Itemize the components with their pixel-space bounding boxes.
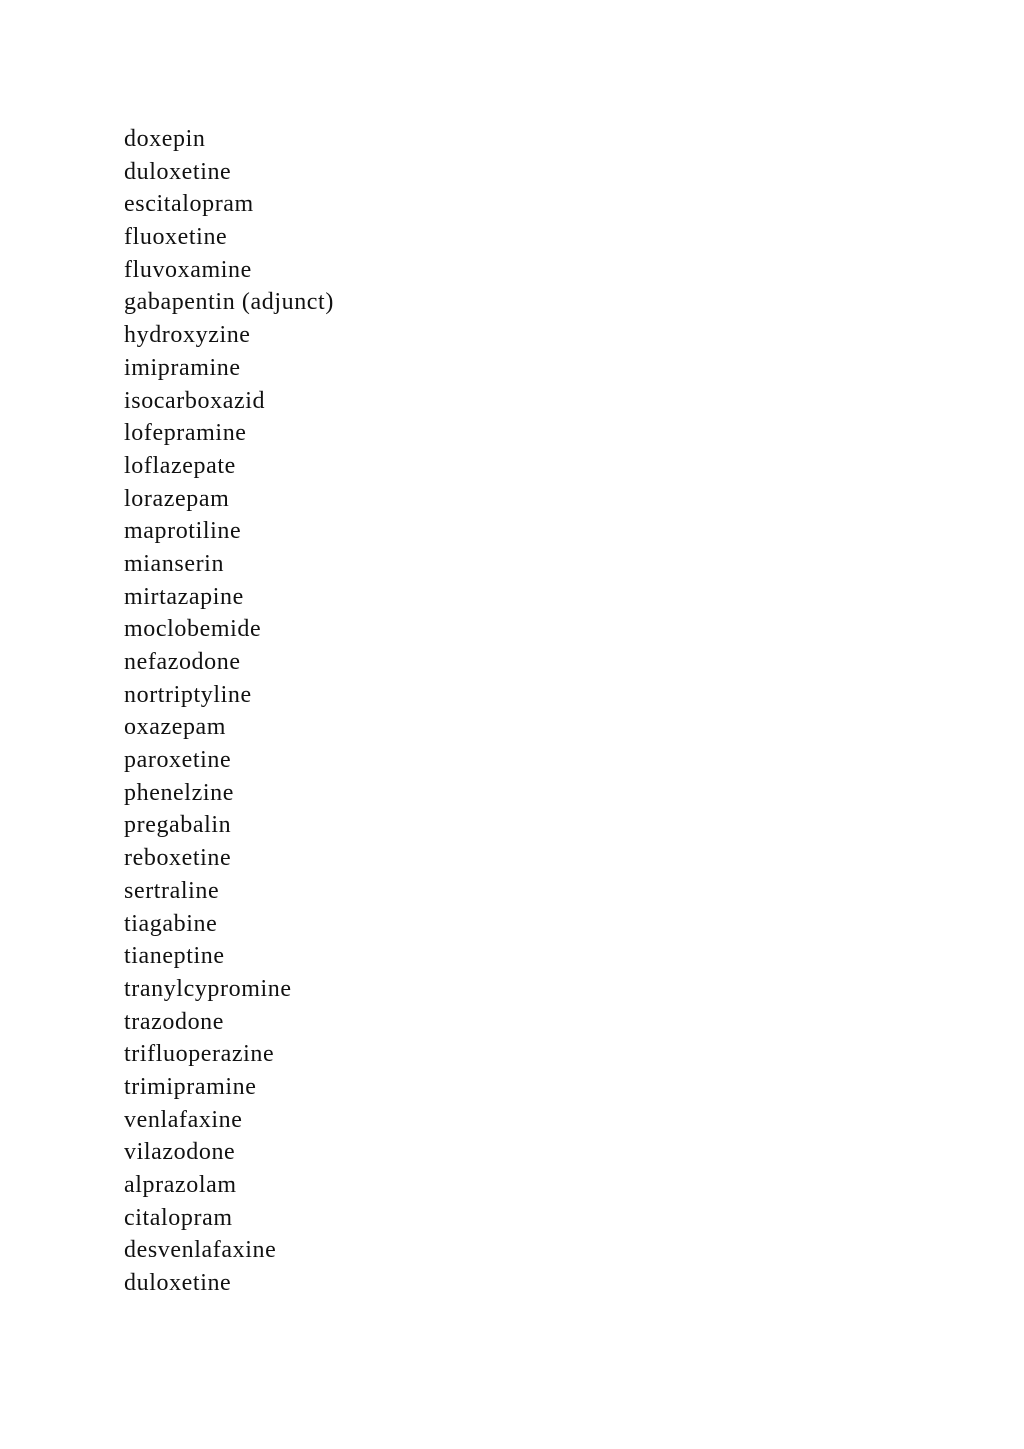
list-item: pregabalin — [124, 812, 232, 839]
list-item: trimipramine — [124, 1073, 257, 1100]
list-item: duloxetine — [124, 158, 232, 185]
list-item: citalopram — [124, 1204, 233, 1231]
list-item: isocarboxazid — [124, 387, 266, 414]
list-item: nefazodone — [124, 649, 241, 675]
list-item: venlafaxine — [124, 1106, 243, 1133]
list-item: nortriptyline — [124, 681, 252, 708]
list-item: tiagabine — [124, 910, 218, 937]
list-item: alprazolam — [124, 1172, 237, 1198]
list-item: mirtazapine — [124, 583, 244, 610]
list-item: fluvoxamine — [124, 256, 252, 283]
list-item: oxazepam — [124, 714, 227, 741]
list-item: paroxetine — [124, 747, 232, 774]
list-item: fluoxetine — [124, 224, 228, 251]
list-item: lofepramine — [124, 420, 247, 447]
list-item: imipramine — [124, 354, 241, 381]
list-item: tranylcypromine — [124, 975, 292, 1002]
list-item: sertraline — [124, 877, 220, 904]
list-item: desvenlafaxine — [124, 1237, 277, 1264]
list-item: gabapentin (adjunct) — [124, 289, 334, 316]
list-item: vilazodone — [124, 1139, 236, 1166]
list-item: hydroxyzine — [124, 322, 251, 349]
list-item: loflazepate — [124, 452, 236, 479]
list-item: lorazepam — [124, 485, 230, 512]
list-item: mianserin — [124, 550, 225, 577]
list-item: escitalopram — [124, 191, 254, 218]
list-item: moclobemide — [124, 616, 262, 643]
list-item: phenelzine — [124, 779, 234, 806]
list-item: trazodone — [124, 1008, 225, 1035]
list-item: reboxetine — [124, 845, 232, 872]
list-item: tianeptine — [124, 943, 225, 970]
list-item: trifluoperazine — [124, 1041, 275, 1068]
list-item: duloxetine — [124, 1270, 232, 1297]
medication-list — [124, 123, 334, 1300]
list-item: maprotiline — [124, 518, 242, 545]
list-item: doxepin — [124, 126, 206, 152]
